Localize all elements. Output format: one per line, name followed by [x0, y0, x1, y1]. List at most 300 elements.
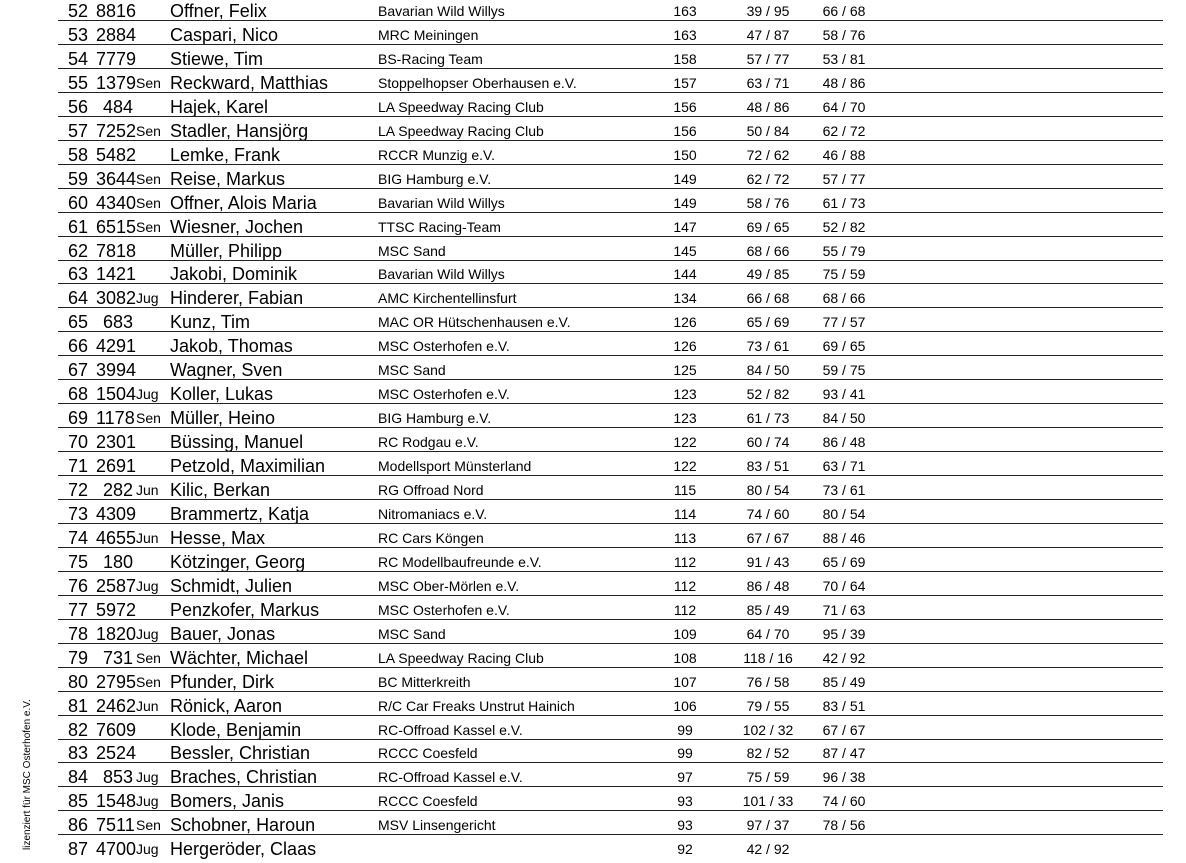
round1-cell: 67 / 67 — [746, 529, 790, 546]
result-row — [0, 73, 1186, 97]
row-divider — [58, 188, 1163, 189]
car-number-cell: 731 — [102, 647, 133, 668]
car-number-cell: 1178 — [96, 408, 135, 429]
club-cell: RC Rodgau e.V. — [378, 434, 479, 451]
result-row — [0, 743, 1186, 767]
club-cell: MSC Osterhofen e.V. — [378, 338, 510, 355]
round2-cell: 66 / 68 — [822, 3, 866, 19]
position-cell: 56 — [68, 96, 89, 117]
class-cell: Sen — [136, 74, 161, 91]
class-cell: Jun — [136, 529, 159, 546]
result-row — [0, 648, 1186, 672]
driver-name-cell: Wächter, Michael — [170, 647, 309, 668]
class-cell: Sen — [136, 218, 161, 235]
round2-cell: 85 / 49 — [822, 673, 866, 690]
class-cell: Jug — [136, 841, 159, 858]
round1-cell: 68 / 66 — [746, 242, 790, 259]
class-cell: Jun — [136, 482, 159, 498]
result-row — [0, 193, 1186, 217]
result-row — [0, 624, 1186, 648]
result-row — [0, 815, 1186, 839]
driver-name-cell: Petzold, Maximilian — [170, 456, 326, 477]
license-note: lizenziert für MSC Osterhofen e.V. — [22, 699, 33, 850]
result-row — [0, 408, 1186, 432]
round2-cell: 61 / 73 — [822, 194, 866, 211]
points-cell: 126 — [673, 314, 697, 331]
result-row — [0, 672, 1186, 696]
round2-cell: 69 / 65 — [822, 338, 866, 355]
round2-cell: 70 / 64 — [822, 577, 866, 594]
points-cell: 113 — [673, 529, 697, 546]
driver-name-cell: Kötzinger, Georg — [170, 551, 306, 572]
round1-cell: 58 / 76 — [746, 194, 790, 211]
club-cell: MSC Osterhofen e.V. — [378, 601, 510, 618]
club-cell: RC Modellbaufreunde e.V. — [378, 553, 542, 570]
result-row — [0, 504, 1186, 528]
row-divider — [58, 834, 1163, 835]
driver-name-cell: Büssing, Manuel — [170, 432, 304, 453]
result-row — [0, 791, 1186, 815]
round2-cell: 80 / 54 — [822, 505, 866, 522]
result-row — [0, 839, 1186, 863]
car-number-cell: 683 — [102, 312, 133, 333]
club-cell: MAC OR Hütschenhausen e.V. — [378, 314, 571, 331]
car-number-cell: 3994 — [96, 360, 137, 381]
round1-cell: 52 / 82 — [746, 386, 790, 403]
result-row — [0, 25, 1186, 49]
row-divider — [58, 762, 1163, 763]
position-cell: 75 — [68, 551, 89, 572]
driver-name-cell: Jakob, Thomas — [170, 336, 293, 357]
position-cell: 65 — [68, 312, 89, 333]
result-row — [0, 767, 1186, 791]
row-divider — [58, 44, 1163, 45]
points-cell: 147 — [673, 218, 697, 235]
driver-name-cell: Bessler, Christian — [170, 743, 311, 764]
club-cell: MRC Meiningen — [378, 26, 479, 43]
round2-cell: 67 / 67 — [822, 721, 866, 738]
car-number-cell: 4700 — [96, 839, 137, 860]
row-divider — [58, 739, 1163, 740]
round2-cell: 96 / 38 — [822, 769, 866, 786]
driver-name-cell: Bomers, Janis — [170, 791, 285, 812]
row-divider — [58, 715, 1163, 716]
club-cell: BIG Hamburg e.V. — [378, 170, 492, 187]
result-row — [0, 49, 1186, 73]
car-number-cell: 3082 — [96, 288, 137, 309]
round2-cell: 57 / 77 — [822, 170, 866, 187]
club-cell: Bavarian Wild Willys — [378, 266, 505, 283]
club-cell: MSC Ober-Mörlen e.V. — [378, 577, 520, 594]
position-cell: 59 — [68, 168, 89, 189]
position-cell: 71 — [68, 456, 89, 477]
round1-cell: 60 / 74 — [746, 434, 790, 451]
car-number-cell: 2795 — [96, 671, 137, 692]
class-cell: Sen — [136, 649, 161, 666]
driver-name-cell: Wiesner, Jochen — [170, 216, 304, 237]
round2-cell: 88 / 46 — [822, 529, 866, 546]
round2-cell: 68 / 66 — [822, 290, 866, 307]
car-number-cell: 8816 — [96, 1, 137, 21]
row-divider — [58, 331, 1163, 332]
round1-cell: 97 / 37 — [746, 817, 790, 834]
row-divider — [58, 20, 1163, 21]
points-cell: 107 — [673, 673, 697, 690]
position-cell: 81 — [68, 695, 89, 716]
points-cell: 112 — [673, 577, 697, 594]
club-cell: Bavarian Wild Willys — [378, 3, 505, 19]
round2-cell: 78 / 56 — [822, 817, 866, 834]
round1-cell: 83 / 51 — [746, 458, 790, 475]
row-divider — [58, 786, 1163, 787]
car-number-cell: 5482 — [96, 144, 137, 165]
driver-name-cell: Pfunder, Dirk — [170, 671, 275, 692]
round2-cell: 58 / 76 — [822, 26, 866, 43]
points-cell: 92 — [677, 841, 693, 858]
club-cell: Modellsport Münsterland — [378, 458, 532, 475]
position-cell: 61 — [68, 216, 89, 237]
points-cell: 125 — [673, 362, 697, 379]
round2-cell: 77 / 57 — [822, 314, 866, 331]
class-cell: Jug — [136, 793, 159, 810]
round1-cell: 69 / 65 — [746, 218, 790, 235]
class-cell: Jug — [136, 625, 159, 642]
round1-cell: 63 / 71 — [746, 74, 790, 91]
points-cell: 163 — [673, 3, 697, 19]
points-cell: 112 — [673, 601, 697, 618]
club-cell: RCCC Coesfeld — [378, 793, 478, 810]
driver-name-cell: Brammertz, Katja — [170, 503, 310, 524]
points-cell: 163 — [673, 26, 697, 43]
driver-name-cell: Braches, Christian — [170, 767, 318, 788]
round2-cell: 87 / 47 — [822, 745, 866, 762]
round1-cell: 61 / 73 — [746, 410, 790, 427]
points-cell: 158 — [673, 50, 697, 67]
car-number-cell: 4309 — [96, 503, 137, 524]
driver-name-cell: Schmidt, Julien — [170, 575, 293, 596]
round1-cell: 49 / 85 — [746, 266, 790, 283]
round2-cell: 86 / 48 — [822, 434, 866, 451]
row-divider — [58, 92, 1163, 93]
car-number-cell: 2691 — [96, 456, 137, 477]
position-cell: 69 — [68, 408, 89, 429]
driver-name-cell: Stadler, Hansjörg — [170, 120, 309, 141]
round1-cell: 39 / 95 — [746, 3, 790, 19]
row-divider — [58, 236, 1163, 237]
position-cell: 87 — [68, 839, 89, 860]
driver-name-cell: Offner, Felix — [170, 1, 267, 21]
row-divider — [58, 691, 1163, 692]
car-number-cell: 5972 — [96, 599, 137, 620]
round1-cell: 76 / 58 — [746, 673, 790, 690]
round2-cell: 46 / 88 — [822, 146, 866, 163]
round2-cell: 71 / 63 — [822, 601, 866, 618]
round1-cell: 102 / 32 — [742, 721, 794, 738]
car-number-cell: 1820 — [96, 623, 137, 644]
position-cell: 80 — [68, 671, 89, 692]
car-number-cell: 4340 — [96, 192, 137, 213]
points-cell: 114 — [673, 505, 697, 522]
position-cell: 86 — [68, 815, 89, 836]
round1-cell: 91 / 43 — [746, 553, 790, 570]
driver-name-cell: Jakobi, Dominik — [170, 264, 298, 285]
points-cell: 93 — [677, 793, 693, 810]
row-divider — [58, 475, 1163, 476]
result-row — [0, 432, 1186, 456]
club-cell: AMC Kirchentellinsfurt — [378, 290, 517, 307]
round1-cell: 118 / 16 — [743, 649, 793, 666]
round1-cell: 48 / 86 — [746, 98, 790, 115]
points-cell: 134 — [673, 290, 697, 307]
row-divider — [58, 403, 1163, 404]
result-row — [0, 169, 1186, 193]
round1-cell: 72 / 62 — [746, 146, 790, 163]
class-cell: Jug — [136, 577, 159, 594]
driver-name-cell: Bauer, Jonas — [170, 623, 276, 644]
position-cell: 68 — [68, 384, 89, 405]
driver-name-cell: Klode, Benjamin — [170, 719, 302, 740]
result-row — [0, 336, 1186, 360]
position-cell: 79 — [68, 647, 89, 668]
club-cell: RG Offroad Nord — [378, 482, 484, 498]
round2-cell: 63 / 71 — [822, 458, 866, 475]
round1-cell: 42 / 92 — [746, 841, 790, 858]
round1-cell: 80 / 54 — [746, 482, 790, 498]
points-cell: 149 — [673, 170, 697, 187]
driver-name-cell: Kilic, Berkan — [170, 480, 271, 500]
round2-cell: 73 / 61 — [822, 482, 866, 498]
result-row — [0, 288, 1186, 312]
result-row — [0, 217, 1186, 241]
position-cell: 73 — [68, 503, 89, 524]
class-cell: Sen — [136, 817, 161, 834]
round1-cell: 57 / 77 — [746, 50, 790, 67]
points-cell: 106 — [673, 697, 697, 714]
round1-cell: 86 / 48 — [746, 577, 790, 594]
points-cell: 99 — [677, 721, 693, 738]
points-cell: 126 — [673, 338, 697, 355]
result-row — [0, 360, 1186, 384]
row-divider — [58, 379, 1163, 380]
round2-cell: 84 / 50 — [822, 410, 866, 427]
row-divider — [58, 116, 1163, 117]
car-number-cell: 1421 — [96, 264, 137, 285]
row-divider — [58, 571, 1163, 572]
driver-name-cell: Reckward, Matthias — [170, 72, 329, 93]
car-number-cell: 2524 — [96, 743, 137, 764]
driver-name-cell: Reise, Markus — [170, 168, 286, 189]
points-cell: 93 — [677, 817, 693, 834]
round1-cell: 73 / 61 — [746, 338, 790, 355]
round2-cell: 93 / 41 — [822, 386, 866, 403]
club-cell: BC Mitterkreith — [378, 673, 471, 690]
club-cell: LA Speedway Racing Club — [378, 649, 544, 666]
car-number-cell: 2462 — [96, 695, 137, 716]
driver-name-cell: Schobner, Haroun — [170, 815, 316, 836]
result-row — [0, 121, 1186, 145]
driver-name-cell: Offner, Alois Maria — [170, 192, 317, 213]
round1-cell: 50 / 84 — [746, 122, 790, 139]
round1-cell: 62 / 72 — [746, 170, 790, 187]
points-cell: 99 — [677, 745, 693, 762]
position-cell: 67 — [68, 360, 89, 381]
club-cell: MSC Sand — [378, 362, 446, 379]
points-cell: 145 — [673, 242, 697, 259]
car-number-cell: 1379 — [96, 72, 137, 93]
points-cell: 144 — [673, 266, 697, 283]
position-cell: 52 — [68, 1, 89, 21]
row-divider — [58, 547, 1163, 548]
club-cell: MSC Sand — [378, 625, 446, 642]
driver-name-cell: Koller, Lukas — [170, 384, 274, 405]
round2-cell: 42 / 92 — [822, 649, 866, 666]
result-row — [0, 1, 1186, 25]
round2-cell: 75 / 59 — [822, 266, 866, 283]
row-divider — [58, 307, 1163, 308]
position-cell: 60 — [68, 192, 89, 213]
round2-cell: 65 / 69 — [822, 553, 866, 570]
position-cell: 84 — [68, 767, 89, 788]
round2-cell: 95 / 39 — [822, 625, 866, 642]
position-cell: 82 — [68, 719, 89, 740]
club-cell: BS-Racing Team — [378, 50, 483, 67]
car-number-cell: 1504 — [96, 384, 137, 405]
car-number-cell: 6515 — [96, 216, 137, 237]
round2-cell: 52 / 82 — [822, 218, 866, 235]
car-number-cell: 4655 — [96, 527, 137, 548]
position-cell: 64 — [68, 288, 89, 309]
result-row — [0, 528, 1186, 552]
class-cell: Sen — [136, 170, 161, 187]
position-cell: 58 — [68, 144, 89, 165]
car-number-cell: 7511 — [96, 815, 135, 836]
result-row — [0, 480, 1186, 504]
club-cell: Bavarian Wild Willys — [378, 194, 505, 211]
round1-cell: 64 / 70 — [746, 625, 790, 642]
car-number-cell: 282 — [102, 480, 133, 500]
result-row — [0, 384, 1186, 408]
car-number-cell: 7609 — [96, 719, 137, 740]
driver-name-cell: Hergeröder, Claas — [170, 839, 317, 860]
row-divider — [58, 667, 1163, 668]
result-row — [0, 312, 1186, 336]
position-cell: 76 — [68, 575, 89, 596]
driver-name-cell: Hinderer, Fabian — [170, 288, 304, 309]
round1-cell: 84 / 50 — [746, 362, 790, 379]
round1-cell: 85 / 49 — [746, 601, 790, 618]
round2-cell: 59 / 75 — [822, 362, 866, 379]
club-cell: Stoppelhopser Oberhausen e.V. — [378, 74, 577, 91]
class-cell: Sen — [136, 410, 161, 427]
row-divider — [58, 68, 1163, 69]
result-row — [0, 600, 1186, 624]
club-cell: RC-Offroad Kassel e.V. — [378, 769, 523, 786]
position-cell: 66 — [68, 336, 89, 357]
result-row — [0, 264, 1186, 288]
round1-cell: 79 / 55 — [746, 697, 790, 714]
round2-cell: 74 / 60 — [822, 793, 866, 810]
row-divider — [58, 523, 1163, 524]
club-cell: R/C Car Freaks Unstrut Hainich — [378, 697, 575, 714]
driver-name-cell: Müller, Philipp — [170, 240, 283, 261]
points-cell: 122 — [673, 458, 697, 475]
driver-name-cell: Stiewe, Tim — [170, 48, 264, 69]
driver-name-cell: Rönick, Aaron — [170, 695, 283, 716]
car-number-cell: 2301 — [96, 432, 137, 453]
round1-cell: 75 / 59 — [746, 769, 790, 786]
class-cell: Jug — [136, 290, 159, 307]
position-cell: 55 — [68, 72, 89, 93]
points-cell: 123 — [673, 410, 697, 427]
result-row — [0, 241, 1186, 265]
club-cell: TTSC Racing-Team — [378, 218, 501, 235]
position-cell: 57 — [68, 120, 89, 141]
row-divider — [58, 810, 1163, 811]
row-divider — [58, 427, 1163, 428]
club-cell: MSC Osterhofen e.V. — [378, 386, 510, 403]
round1-cell: 101 / 33 — [742, 793, 794, 810]
row-divider — [58, 283, 1163, 284]
position-cell: 74 — [68, 527, 89, 548]
position-cell: 78 — [68, 623, 89, 644]
round1-cell: 47 / 87 — [746, 26, 790, 43]
driver-name-cell: Caspari, Nico — [170, 24, 279, 45]
car-number-cell: 1548 — [96, 791, 137, 812]
points-cell: 122 — [673, 434, 697, 451]
row-divider — [58, 140, 1163, 141]
points-cell: 97 — [677, 769, 693, 786]
result-row — [0, 720, 1186, 744]
round2-cell: 62 / 72 — [822, 122, 866, 139]
car-number-cell: 484 — [102, 96, 133, 117]
driver-name-cell: Müller, Heino — [170, 408, 276, 429]
points-cell: 123 — [673, 386, 697, 403]
car-number-cell: 2587 — [96, 575, 137, 596]
club-cell: Nitromaniacs e.V. — [378, 505, 488, 522]
points-cell: 149 — [673, 194, 697, 211]
points-cell: 115 — [673, 482, 697, 498]
result-row — [0, 576, 1186, 600]
round2-cell: 83 / 51 — [822, 697, 866, 714]
result-row — [0, 552, 1186, 576]
row-divider — [58, 212, 1163, 213]
round1-cell: 82 / 52 — [746, 745, 790, 762]
class-cell: Sen — [136, 673, 161, 690]
result-row — [0, 456, 1186, 480]
car-number-cell: 7252 — [96, 120, 137, 141]
round2-cell: 55 / 79 — [822, 242, 866, 259]
result-row — [0, 696, 1186, 720]
round1-cell: 74 / 60 — [746, 505, 790, 522]
result-row — [0, 97, 1186, 121]
club-cell: RC Cars Köngen — [378, 529, 484, 546]
position-cell: 83 — [68, 743, 89, 764]
position-cell: 63 — [68, 264, 89, 285]
row-divider — [58, 619, 1163, 620]
car-number-cell: 7779 — [96, 48, 137, 69]
car-number-cell: 853 — [102, 767, 133, 788]
club-cell: RCCR Munzig e.V. — [378, 146, 495, 163]
car-number-cell: 3644 — [96, 168, 137, 189]
round2-cell: 53 / 81 — [822, 50, 866, 67]
row-divider — [58, 643, 1163, 644]
class-cell: Jug — [136, 769, 159, 786]
club-cell: LA Speedway Racing Club — [378, 98, 544, 115]
round2-cell: 48 / 86 — [822, 74, 866, 91]
club-cell: MSV Linsengericht — [378, 817, 496, 834]
car-number-cell: 7818 — [96, 240, 137, 261]
club-cell: RCCC Coesfeld — [378, 745, 478, 762]
